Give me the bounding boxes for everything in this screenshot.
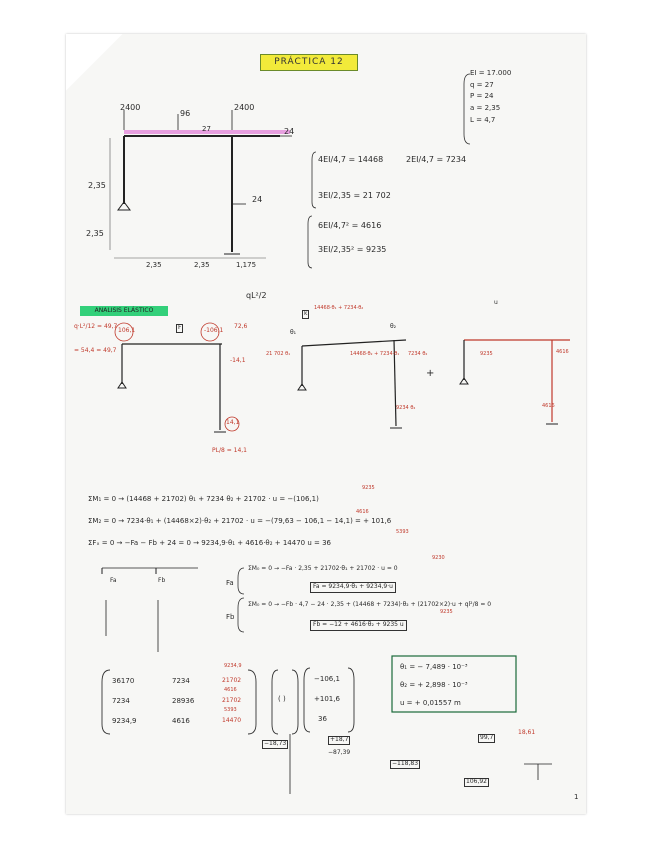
eq-correction-2: 4616	[356, 509, 369, 515]
unknowns-vector: ( )	[278, 695, 286, 703]
k-equation: 14468·θ₁ + 7234·θ₂	[314, 305, 364, 311]
matrix-r1c3: 21702	[222, 677, 242, 684]
elastic-note-2: = 54,4 = 49,7	[74, 347, 117, 354]
matrix-r2c1: 7234	[112, 697, 130, 705]
eq-correction-3: 5393	[396, 529, 409, 535]
horizontal-load-top: 24	[284, 127, 295, 136]
u-reaction-1: 9235	[480, 351, 493, 357]
result-theta1: θ₁ = − 7,489 · 10⁻³	[400, 663, 468, 671]
elastic-note-1: q·L²/12 = 49,7	[74, 323, 118, 330]
ql2-label: qL²/2	[246, 291, 267, 300]
eq-correction-1: 9235	[362, 485, 375, 491]
moment-3: 72,6	[234, 323, 248, 330]
load-right-label: 2400	[234, 103, 255, 112]
matrix-r1c2: 7234	[172, 677, 190, 685]
stiffness-k3: 3EI/2,35 = 21 702	[318, 191, 391, 200]
bottom-val-1: −18,73	[264, 740, 287, 747]
u-label: u	[494, 299, 498, 306]
moment-4: -14,1	[230, 357, 246, 364]
plus-sign: +	[426, 368, 435, 379]
result-u: u = + 0,01557 m	[400, 699, 461, 707]
stiffness-k5: 3EI/2,35² = 9235	[318, 245, 387, 254]
fa-equation-1: ΣM₀ = 0 → −Fa · 2,35 + 21702·θ₁ + 21702 · u = 0	[248, 565, 398, 572]
theta1-label: θ₁	[290, 329, 297, 336]
matrix-correction-1: 9234,9	[224, 663, 242, 669]
u-reaction-2: 4616	[556, 349, 569, 355]
frame-e-tag: F	[178, 324, 182, 331]
fa-eq-label: Fa	[226, 579, 234, 587]
param-a: a = 2,35	[470, 104, 501, 113]
height-top-label: 2,35	[88, 181, 106, 190]
k-term-a: 21 702 θ₁	[266, 351, 291, 357]
bottom-val-3: −87,39	[328, 749, 351, 756]
fb-equation-2: Fb = −12 + 4616·θ₂ + 9235 u	[310, 620, 407, 631]
matrix-r3c3: 14470	[222, 717, 242, 724]
rhs-3: 36	[318, 715, 327, 723]
fa-label: Fa	[110, 577, 117, 584]
stiffness-k4: 6EI/4,7² = 4616	[318, 221, 382, 230]
matrix-r3c2: 4616	[172, 717, 190, 725]
frame-k-tag: k	[304, 310, 308, 317]
equation-m1: ΣM₁ = 0 → (14468 + 21702) θ₁ + 7234 θ₂ + 21702 · u = −(106,1)	[88, 495, 319, 503]
pl8-label: PL/8 = 14,1	[212, 447, 248, 454]
fb-equation-1: ΣM₀ = 0 → −Fb · 4,7 − 24 · 2,35 + (14468 + 7234)·θ₂ + (21702×2)·u + ql²/8 = 0	[248, 601, 492, 608]
sub-small-2: 9235	[440, 609, 453, 615]
page-title: PRÁCTICA 12	[260, 54, 358, 71]
param-ei: EI = 17.000	[470, 69, 512, 77]
stiffness-k2: 2EI/4,7 = 7234	[406, 155, 467, 164]
matrix-r2c2: 28936	[172, 697, 195, 705]
result-theta2: θ₂ = + 2,898 · 10⁻³	[400, 681, 468, 689]
param-q: q = 27	[470, 80, 494, 89]
moment-5: 14,1	[226, 419, 240, 426]
moment-1: 106,1	[118, 327, 136, 334]
rhs-1: −106,1	[314, 675, 340, 683]
matrix-correction-3: 5393	[224, 707, 237, 713]
dim-1-label: 2,35	[146, 261, 162, 269]
u-reaction-3: 4616	[542, 403, 555, 409]
document-sheet	[66, 34, 586, 814]
rhs-2: +101,6	[314, 695, 340, 703]
height-bottom-label: 2,35	[86, 229, 104, 238]
bottom-val-5: 99,7	[480, 734, 494, 741]
sub-small-1: 9230	[432, 555, 445, 561]
bottom-val-2: +18,7	[330, 736, 349, 743]
bottom-val-7: 18,61	[518, 729, 536, 736]
matrix-r2c3: 21702	[222, 697, 242, 704]
fb-label: Fb	[158, 577, 166, 584]
bottom-val-4: −118,83	[392, 760, 419, 767]
matrix-r3c1: 9234,9	[112, 717, 137, 725]
matrix-r1c1: 36170	[112, 677, 135, 685]
matrix-correction-2: 4616	[224, 687, 237, 693]
k-term-d: 9234 θ₂	[396, 405, 416, 411]
param-p: P = 24	[470, 92, 494, 101]
stiffness-k1: 4EI/4,7 = 14468	[318, 155, 384, 164]
fb-eq-label: Fb	[226, 613, 235, 621]
elastic-analysis-label: ANALISIS ELÁSTICO	[80, 306, 168, 316]
equation-m2: ΣM₂ = 0 → 7234·θ₁ + (14468×2)·θ₂ + 21702 · u = −(79,63 − 106,1 − 14,1) = + 101,6	[88, 517, 392, 525]
moment-2: -106,1	[204, 327, 224, 334]
theta2-label: θ₂	[390, 323, 397, 330]
k-term-b: 14468·θ₂ + 7234·θ₁	[350, 351, 400, 357]
equation-fx: ΣFₓ = 0 → −Fa − Fb + 24 = 0 → 9234,9·θ₁ + 4616·θ₂ + 14470 u = 36	[88, 539, 331, 547]
dist-load-label: 27	[202, 125, 211, 133]
k-term-c: 7234 θ₂	[408, 351, 428, 357]
horizontal-load-mid: 24	[252, 195, 263, 204]
bottom-val-6: 106,92	[466, 778, 487, 785]
load-mid-label: 96	[180, 109, 191, 118]
page-number: 1	[574, 793, 579, 801]
load-left-label: 2400	[120, 103, 141, 112]
fa-equation-2: Fa = 9234,9·θ₁ + 9234,9·u	[310, 582, 396, 593]
param-l: L = 4,7	[470, 115, 496, 124]
dim-2-label: 2,35	[194, 261, 210, 269]
dim-3-label: 1,175	[236, 261, 257, 269]
